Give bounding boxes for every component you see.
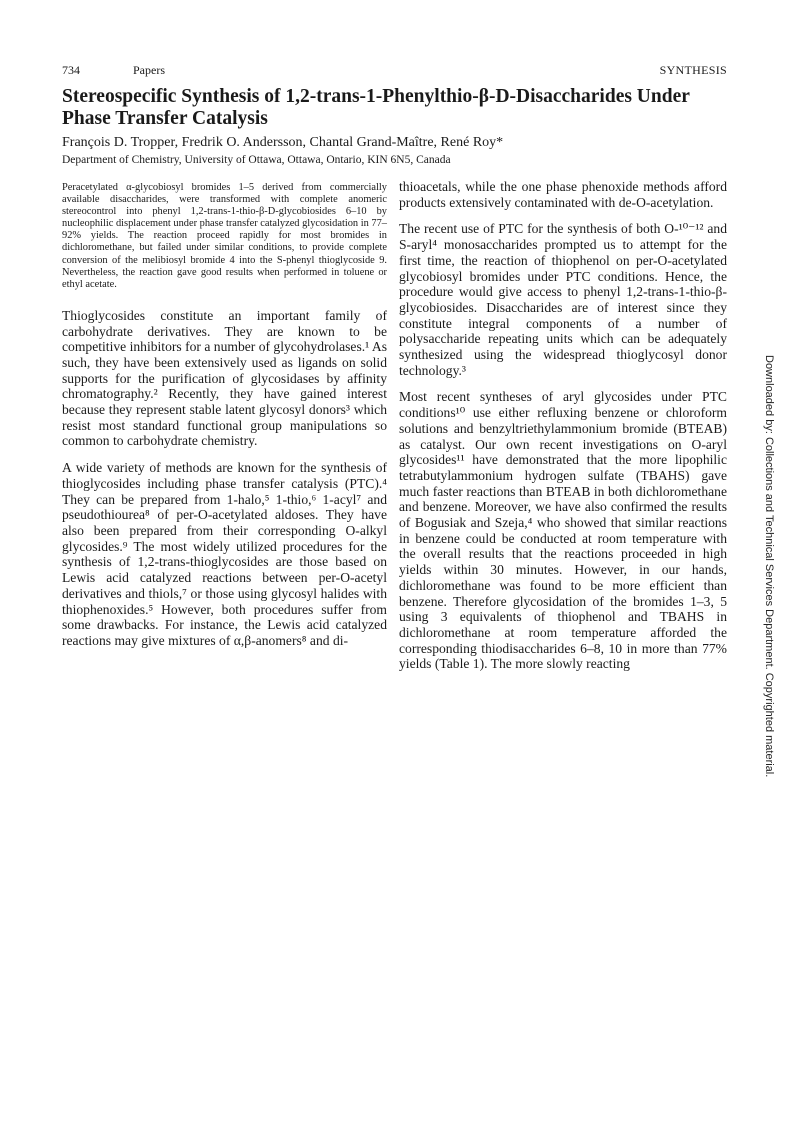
author-list: François D. Tropper, Fredrik O. Andersson, Chantal Grand-Maître, René Roy*	[62, 135, 504, 150]
body-paragraph: thioacetals, while the one phase phenoxide methods afford products extensively contaminated with de-O-acetylation.	[399, 179, 727, 210]
body-paragraph: The recent use of PTC for the synthesis of both O-¹⁰⁻¹² and S-aryl⁴ monosaccharides prompted us to attempt for the first time, the reaction of thiophenol on per-O-acetylated glycobiosyl bromides under PTC conditions. Hence, the procedure would give access to phenyl 1,2-trans-1-thio-β-glycobiosides. Disaccharides are of interest since they constitute integral components of a number of polysaccharide repeating units which can be adequately synthesized using the widespread thioglycosyl donor technology.³	[399, 221, 727, 378]
affiliation: Department of Chemistry, University of Ottawa, Ottawa, Ontario, KIN 6N5, Canada	[62, 154, 451, 166]
section-label: Papers	[133, 63, 165, 77]
running-header	[62, 63, 727, 79]
body-paragraph: Thioglycosides constitute an important family of carbohydrate derivatives. They are known to be competitive inhibitors for a number of glycohydrolases.¹ As such, they have been extensively used as ligands on solid supports for the purification of glycosidases by affinity chromatography.² Recently, they have gained interest because they represent stable latent glycosyl donors³ which resist most standard functional group manipulations so common to carbohydrate chemistry.	[62, 307, 387, 449]
page-number: 734	[62, 63, 80, 77]
journal-name: SYNTHESIS	[659, 63, 727, 77]
body-paragraph: Most recent syntheses of aryl glycosides under PTC conditions¹⁰ use either refluxing benzene or chloroform solutions and benzyltriethylammonium bromide (BTEAB) as catalyst. Our own recent investigations on O-aryl glycosides¹¹ have demonstrated that the more lipophilic tetrabutylammonium hydrogen sulfate (TBAHS) gave much faster reactions than BTEAB in both dichloromethane and benzene. Moreover, we have also confirmed the results of Bogusiak and Szeja,⁴ who showed that similar reactions in benzene could be conducted at room temperature with the overall results that the reactions proceeded in high yields within 30 minutes. However, in our hands, dichloromethane was found to be more efficient than benzene. Therefore glycosidation of the bromides 1–3, 5 using 3 equivalents of thiophenol and TBAHS in dichloromethane at room temperature afforded the corresponding thiodisaccharides 6–8, 10 in more than 77% yields (Table 1). The more slowly reacting	[399, 389, 727, 672]
abstract: Peracetylated α-glycobiosyl bromides 1–5 derived from commercially available disaccharides, were transformed with complete anomeric stereocontrol into phenyl 1,2-trans-1-thio-β-D-glycobiosides 6–10 by nucleophilic displacement under phase transfer catalyzed glycosidation in 77–92% yields. The reaction proceed rapidly for most bromides in dichloromethane, but failed under similar conditions, to provide complete conversion of the melibiosyl bromide 4 into the S-phenyl thioglycoside 9. Nevertheless, the reaction gave good results when performed in toluene or ethyl acetate.	[62, 182, 387, 290]
download-notice: Downloaded by: Collections and Technical Services Department. Copyrighted material.	[763, 355, 775, 778]
right-column	[399, 179, 727, 683]
article-title: Stereospecific Synthesis of 1,2-trans-1-Phenylthio-β-D-Disaccharides Under Phase Transfer Catalysis	[62, 86, 690, 129]
body-paragraph: A wide variety of methods are known for the synthesis of thioglycosides including phase transfer catalysis (PTC).⁴ They can be prepared from 1-halo,⁵ 1-thio,⁶ 1-acyl⁷ and pseudothiourea⁸ of per-O-acetylated aldoses. They have also been prepared from their corresponding O-alkyl glycosides.⁹ The most widely utilized procedures for the synthesis of 1,2-trans-thioglycosides are those based on Lewis acid catalyzed reactions between per-O-acetyl derivatives and thiols,⁷ or those using glycosyl halides with thiophenoxides.⁵ However, both procedures suffer from some drawbacks. For instance, the Lewis acid catalyzed reactions may give mixtures of α,β-anomers⁸ and di-	[62, 460, 387, 648]
left-column	[62, 182, 387, 660]
